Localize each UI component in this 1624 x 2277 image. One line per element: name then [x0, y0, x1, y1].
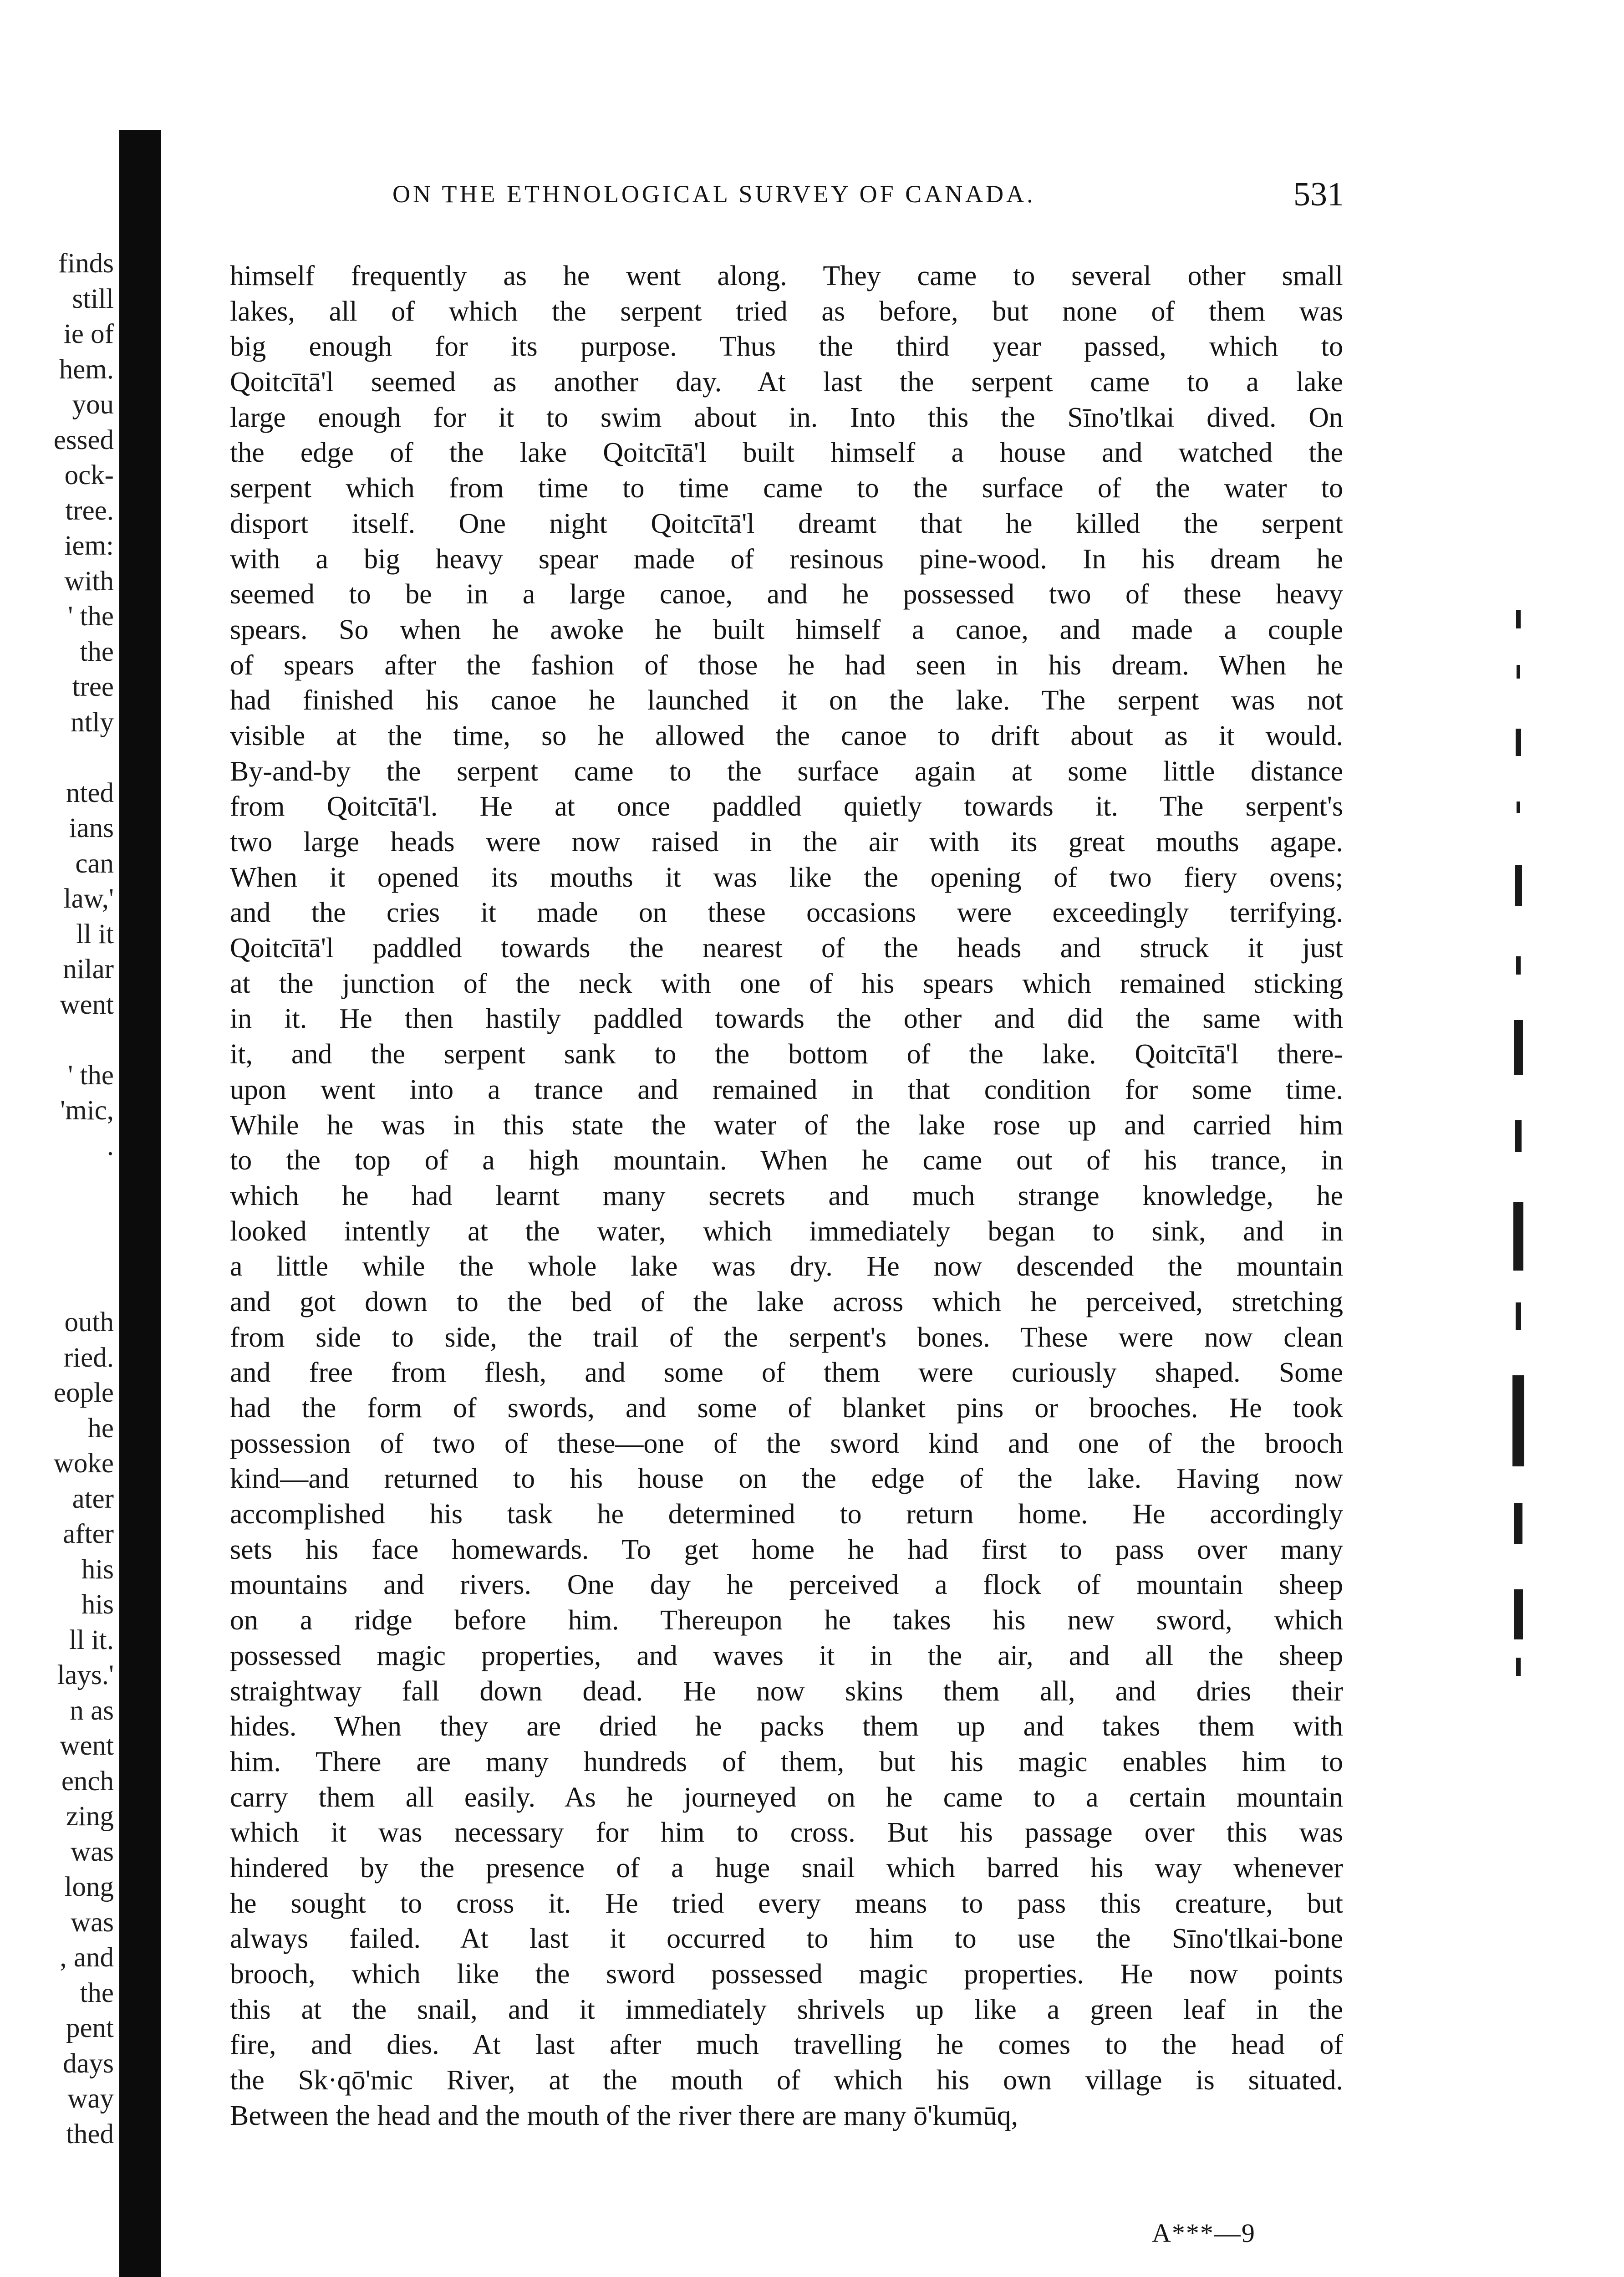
text-line: him. There are many hundreds of them, but his magic enables him to: [230, 1746, 1343, 1777]
bleed-mark: [1516, 610, 1521, 628]
text-line: which he had learnt many secrets and much strange knowledge, he: [230, 1180, 1343, 1211]
margin-fragment: his: [81, 1589, 114, 1620]
margin-fragment: was: [71, 1836, 114, 1867]
margin-fragment: woke: [53, 1448, 114, 1479]
text-line: a little while the whole lake was dry. He now descended the mountain: [230, 1251, 1343, 1282]
text-line: on a ridge before him. Thereupon he takes his new sword, which: [230, 1605, 1343, 1636]
margin-fragment: still: [72, 283, 114, 314]
text-line: serpent which from time to time came to the surface of the water to: [230, 473, 1343, 504]
margin-fragment: hem.: [59, 354, 114, 385]
text-line: big enough for its purpose. Thus the third year passed, which to: [230, 331, 1343, 362]
bleed-mark: [1514, 1589, 1523, 1639]
bleed-mark: [1516, 729, 1521, 756]
margin-fragment: pent: [66, 2013, 114, 2043]
margin-fragment: 'mic,: [60, 1095, 114, 1126]
margin-fragment: [0, 1234, 114, 1270]
margin-fragment: outh: [64, 1307, 114, 1338]
text-line: mountains and rivers. One day he perceived a flock of mountain sheep: [230, 1569, 1343, 1601]
margin-fragment: you: [72, 389, 114, 420]
bleed-mark: [1514, 1503, 1522, 1544]
text-line: in it. He then hastily paddled towards the other and did the same with: [230, 1003, 1343, 1035]
bleed-mark: [1517, 802, 1520, 813]
margin-fragment: [0, 1022, 114, 1058]
margin-fragment: his: [81, 1554, 114, 1585]
margin-fragment: iem:: [64, 531, 114, 561]
text-line: visible at the time, so he allowed the canoe to drift about as it would.: [230, 720, 1343, 751]
text-line: and the cries it made on these occasions were exceedingly terrifying.: [230, 897, 1343, 929]
text-line: of spears after the fashion of those he had seen in his dream. When he: [230, 649, 1343, 681]
margin-fragment: ' the: [68, 1060, 114, 1091]
text-line: large enough for it to swim about in. Into this the Sīno'tlkai dived. On: [230, 402, 1343, 433]
signature-mark: A***—9: [1152, 2218, 1256, 2248]
text-line: When it opened its mouths it was like the opening of two fiery ovens;: [230, 862, 1343, 893]
body-text: [230, 259, 1343, 2134]
margin-fragment: the: [80, 636, 114, 667]
text-line: hides. When they are dried he packs them up and takes them with: [230, 1711, 1343, 1742]
margin-fragment: essed: [53, 424, 114, 455]
margin-fragment: he: [87, 1413, 114, 1444]
text-line: Qoitcītā'l paddled towards the nearest of the heads and struck it just: [230, 933, 1343, 964]
text-line: fire, and dies. At last after much travelling he comes to the head of: [230, 2029, 1343, 2061]
margin-fragment: nted: [66, 777, 114, 808]
text-line: this at the snail, and it immediately shrivels up like a green leaf in the: [230, 1994, 1343, 2025]
bleed-mark: [1515, 865, 1522, 906]
margin-fragment: ried.: [63, 1342, 114, 1373]
margin-fragment: [0, 1164, 114, 1199]
text-line: While he was in this state the water of the lake rose up and carried him: [230, 1109, 1343, 1141]
text-line: at the junction of the neck with one of his spears which remained sticking: [230, 968, 1343, 999]
right-bleed-through: [1502, 610, 1534, 1703]
text-line: from Qoitcītā'l. He at once paddled quietly towards it. The serpent's: [230, 791, 1343, 822]
margin-fragment: zing: [66, 1801, 114, 1832]
text-line: the edge of the lake Qoitcītā'l built himself a house and watched the: [230, 437, 1343, 469]
margin-fragment: went: [60, 1731, 114, 1761]
text-line: sets his face homewards. To get home he had first to pass over many: [230, 1534, 1343, 1565]
margin-fragment: n as: [70, 1695, 114, 1726]
margin-fragment: lays.': [57, 1660, 114, 1690]
text-line: himself frequently as he went along. They came to several other small: [230, 260, 1343, 291]
margin-fragment: way: [67, 2083, 114, 2114]
text-line: brooch, which like the sword possessed magic properties. He now points: [230, 1959, 1343, 1990]
text-line: and got down to the bed of the lake across which he perceived, stretching: [230, 1286, 1343, 1317]
text-line: kind—and returned to his house on the edge of the lake. Having now: [230, 1463, 1343, 1495]
margin-fragment: tree.: [65, 495, 114, 526]
text-line: he sought to cross it. He tried every means to pass this creature, but: [230, 1888, 1343, 1919]
text-line: had the form of swords, and some of blanket pins or brooches. He took: [230, 1393, 1343, 1424]
text-line: By-and-by the serpent came to the surface again at some little distance: [230, 756, 1343, 787]
text-line: carry them all easily. As he journeyed on he came to a certain mountain: [230, 1782, 1343, 1813]
text-line: to the top of a high mountain. When he came out of his trance, in: [230, 1145, 1343, 1176]
bleed-mark: [1515, 1120, 1522, 1152]
bleed-mark: [1517, 665, 1520, 679]
margin-fragment: law,': [63, 883, 114, 914]
facing-page-bleed-text: [0, 246, 114, 2152]
text-line: disport itself. One night Qoitcītā'l dreamt that he killed the serpent: [230, 508, 1343, 539]
text-line: two large heads were now raised in the air with its great mouths agape.: [230, 827, 1343, 858]
text-line: Between the head and the mouth of the river there are many ō'kumūq,: [230, 2100, 1018, 2131]
text-line: the Sk·qō'mic River, at the mouth of which his own village is situated.: [230, 2065, 1343, 2096]
text-line: possession of two of these—one of the sword kind and one of the brooch: [230, 1428, 1343, 1459]
running-head: ON THE ETHNOLOGICAL SURVEY OF CANADA.: [392, 180, 1036, 208]
text-line: and free from flesh, and some of them were curiously shaped. Some: [230, 1357, 1343, 1389]
margin-fragment: after: [63, 1519, 114, 1549]
text-line: which it was necessary for him to cross. But his passage over this was: [230, 1817, 1343, 1848]
margin-fragment: ll it: [76, 919, 114, 950]
margin-fragment: ians: [69, 813, 114, 843]
bleed-mark: [1514, 1020, 1523, 1075]
bleed-mark: [1516, 1302, 1521, 1330]
text-line: it, and the serpent sank to the bottom of the lake. Qoitcītā'l there-: [230, 1039, 1343, 1070]
margin-fragment: long: [64, 1872, 114, 1902]
margin-fragment: ' the: [68, 601, 114, 632]
text-line: upon went into a trance and remained in that condition for some time.: [230, 1074, 1343, 1105]
margin-fragment: ater: [72, 1483, 114, 1514]
binding-gutter: [119, 130, 161, 2277]
margin-fragment: ntly: [71, 707, 114, 738]
margin-fragment: [0, 740, 114, 776]
margin-fragment: thed: [66, 2119, 114, 2149]
bleed-mark: [1513, 1202, 1523, 1271]
margin-fragment: went: [60, 989, 114, 1020]
margin-fragment: nilar: [63, 954, 114, 985]
text-line: Qoitcītā'l seemed as another day. At last the serpent came to a lake: [230, 367, 1343, 398]
margin-fragment: the: [80, 1977, 114, 2008]
page-header: [392, 175, 1344, 216]
margin-fragment: .: [107, 1130, 114, 1161]
margin-fragment: with: [64, 566, 114, 597]
bleed-mark: [1516, 1658, 1521, 1676]
text-line: accomplished his task he determined to return home. He accordingly: [230, 1499, 1343, 1530]
text-line: possessed magic properties, and waves it in the air, and all the sheep: [230, 1640, 1343, 1671]
margin-fragment: ie of: [63, 319, 114, 349]
text-line: had finished his canoe he launched it on the lake. The serpent was not: [230, 685, 1343, 716]
text-line: straightway fall down dead. He now skins them all, and dries their: [230, 1675, 1343, 1707]
margin-fragment: eople: [53, 1378, 114, 1408]
bleed-mark: [1512, 1375, 1524, 1466]
text-line: from side to side, the trail of the serpent's bones. These were now clean: [230, 1322, 1343, 1353]
margin-fragment: , and: [60, 1942, 114, 1973]
margin-fragment: ll it.: [69, 1624, 114, 1655]
margin-fragment: was: [71, 1907, 114, 1938]
margin-fragment: [0, 1199, 114, 1235]
margin-fragment: can: [75, 848, 114, 879]
text-line: always failed. At last it occurred to him to use the Sīno'tlkai-bone: [230, 1923, 1343, 1955]
text-line: lakes, all of which the serpent tried as before, but none of them was: [230, 296, 1343, 327]
margin-fragment: tree: [72, 672, 114, 702]
margin-fragment: finds: [58, 248, 114, 279]
page-number: 531: [1293, 176, 1344, 213]
text-line: hindered by the presence of a huge snail which barred his way whenever: [230, 1852, 1343, 1884]
bleed-mark: [1516, 956, 1521, 975]
text-line: with a big heavy spear made of resinous pine-wood. In his dream he: [230, 543, 1343, 575]
text-line: spears. So when he awoke he built himself a canoe, and made a couple: [230, 614, 1343, 645]
text-line: seemed to be in a large canoe, and he possessed two of these heavy: [230, 579, 1343, 610]
margin-fragment: days: [63, 2048, 114, 2079]
margin-fragment: ench: [61, 1766, 114, 1797]
margin-fragment: ock-: [64, 460, 114, 490]
margin-fragment: [0, 1270, 114, 1305]
text-line: looked intently at the water, which immediately began to sink, and in: [230, 1215, 1343, 1247]
